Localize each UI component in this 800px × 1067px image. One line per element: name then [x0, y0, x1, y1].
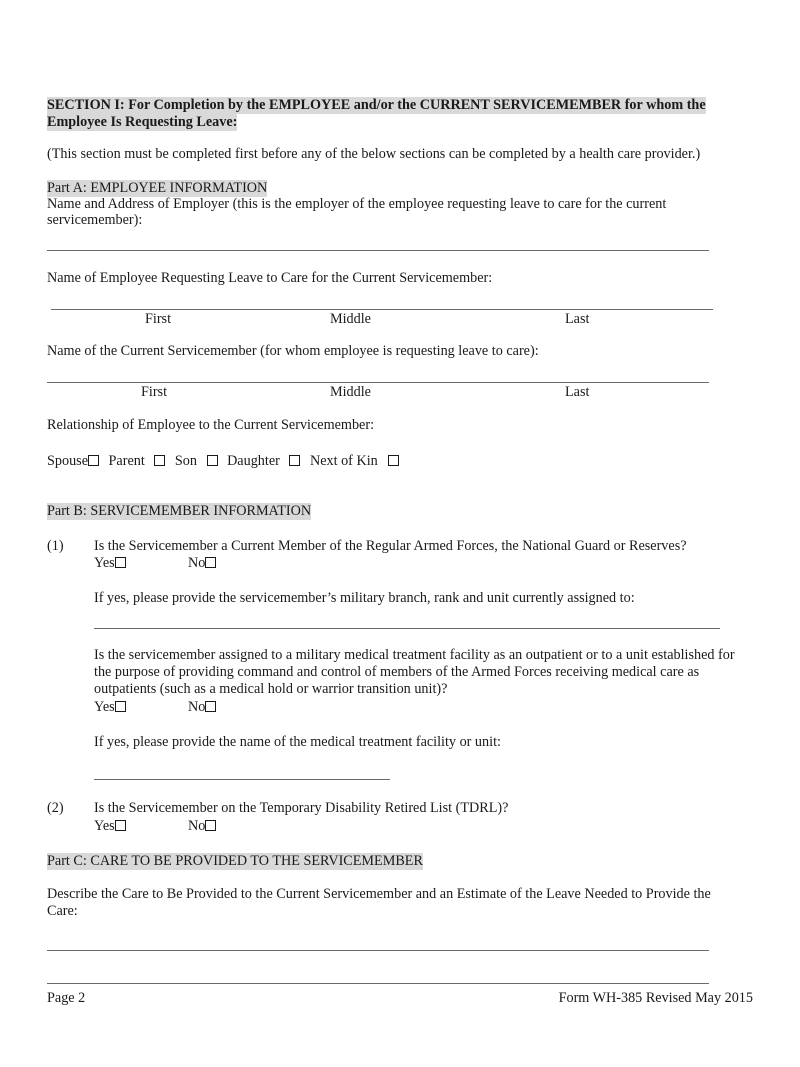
q1b-text-line1: Is the servicemember assigned to a military medical treatment facility as an outpatient or to a unit established for	[94, 647, 735, 663]
q1b-no-label: No	[188, 699, 206, 715]
care-description-field-line2[interactable]	[47, 983, 709, 984]
military-branch-rank-unit-field[interactable]	[94, 628, 720, 629]
q1b-yes-checkbox[interactable]	[115, 701, 126, 712]
relationship-daughter-label: Daughter	[227, 453, 280, 469]
q1b-followup-label: If yes, please provide the name of the medical treatment facility or unit:	[94, 734, 501, 750]
care-description-field-line1[interactable]	[47, 950, 709, 951]
employee-middle-label: Middle	[330, 311, 371, 327]
part-a-heading: Part A: EMPLOYEE INFORMATION	[47, 180, 268, 196]
relationship-parent-checkbox[interactable]	[154, 455, 165, 466]
q1-yes-checkbox[interactable]	[115, 557, 126, 568]
relationship-son-checkbox[interactable]	[207, 455, 218, 466]
section-note: (This section must be completed first before any of the below sections can be completed by a health care provider.)	[47, 146, 701, 162]
employer-name-address-field[interactable]	[47, 250, 709, 251]
relationship-spouse-label: Spouse	[47, 453, 88, 469]
care-description-label-line1: Describe the Care to Be Provided to the Current Servicemember and an Estimate of the Leave Needed to Provide the	[47, 886, 711, 902]
q2-yes-label: Yes	[94, 818, 115, 834]
form-revision: Form WH-385 Revised May 2015	[558, 990, 753, 1006]
q2-no-checkbox[interactable]	[205, 820, 216, 831]
q2-no-label: No	[188, 818, 206, 834]
q2-yes-option	[94, 818, 126, 835]
section-title-line1: SECTION I: For Completion by the EMPLOYEE and/or the CURRENT SERVICEMEMBER for whom the	[47, 97, 706, 113]
q1-number: (1)	[47, 538, 64, 554]
employee-name-field[interactable]	[51, 309, 713, 310]
page-number: Page 2	[47, 990, 86, 1006]
employee-first-label: First	[145, 311, 172, 327]
q2-no-option	[188, 818, 216, 835]
section-title-line2: Employee Is Requesting Leave:	[47, 114, 238, 130]
servicemember-name-field[interactable]	[47, 382, 709, 383]
employee-name-label: Name of Employee Requesting Leave to Care for the Current Servicemember:	[47, 270, 493, 286]
relationship-next-of-kin-label: Next of Kin	[309, 453, 378, 469]
medical-facility-name-field[interactable]	[94, 779, 390, 780]
part-b-heading: Part B: SERVICEMEMBER INFORMATION	[47, 503, 312, 519]
part-c-heading: Part C: CARE TO BE PROVIDED TO THE SERVICEMEMBER	[47, 853, 423, 869]
relationship-parent-label: Parent	[108, 453, 145, 469]
q2-yes-checkbox[interactable]	[115, 820, 126, 831]
q1-yes-label: Yes	[94, 555, 115, 571]
relationship-label: Relationship of Employee to the Current Servicemember:	[47, 417, 375, 433]
servicemember-last-label: Last	[565, 384, 590, 400]
employer-label-line2: servicemember):	[47, 212, 143, 228]
relationship-spouse-checkbox[interactable]	[88, 455, 99, 466]
q2-text: Is the Servicemember on the Temporary Disability Retired List (TDRL)?	[94, 800, 509, 816]
q1b-yes-option	[94, 699, 126, 716]
relationship-options	[47, 453, 399, 470]
q2-number: (2)	[47, 800, 64, 816]
servicemember-first-label: First	[141, 384, 168, 400]
servicemember-name-label: Name of the Current Servicemember (for whom employee is requesting leave to care):	[47, 343, 539, 359]
employee-last-label: Last	[565, 311, 590, 327]
q1-text: Is the Servicemember a Current Member of the Regular Armed Forces, the National Guard or Reserves?	[94, 538, 687, 554]
q1b-text-line3: outpatients (such as a medical hold or warrior transition unit)?	[94, 681, 448, 697]
relationship-daughter-checkbox[interactable]	[289, 455, 300, 466]
employer-label-line1: Name and Address of Employer (this is the employer of the employee requesting leave to care for the current	[47, 196, 667, 212]
q1b-text-line2: the purpose of providing command and control of members of the Armed Forces receiving medical care as	[94, 664, 700, 680]
q1-no-option	[188, 555, 216, 572]
servicemember-middle-label: Middle	[330, 384, 371, 400]
q1-no-checkbox[interactable]	[205, 557, 216, 568]
relationship-next-of-kin-checkbox[interactable]	[388, 455, 399, 466]
care-description-label-line2: Care:	[47, 903, 78, 919]
q1-no-label: No	[188, 555, 206, 571]
q1b-yes-label: Yes	[94, 699, 115, 715]
q1b-no-checkbox[interactable]	[205, 701, 216, 712]
q1-followup-label: If yes, please provide the servicemember’s military branch, rank and unit currently assigned to:	[94, 590, 635, 606]
q1-yes-option	[94, 555, 126, 572]
q1b-no-option	[188, 699, 216, 716]
relationship-son-label: Son	[174, 453, 197, 469]
